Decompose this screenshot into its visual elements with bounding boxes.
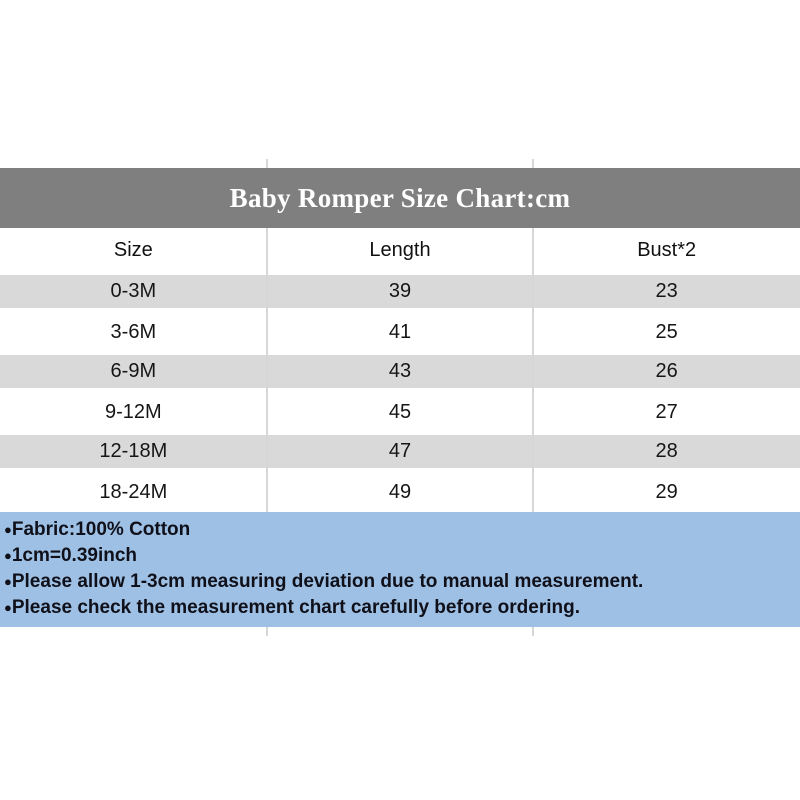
- column-header: Bust*2: [637, 238, 697, 261]
- table-cell: 0-3M: [110, 280, 157, 302]
- bullet-icon: ●: [4, 574, 12, 589]
- table-cell: 25: [655, 320, 678, 343]
- table-header-row: [0, 228, 800, 272]
- bullet-icon: ●: [4, 522, 12, 537]
- table-row: [0, 472, 800, 512]
- column-header: Length: [369, 238, 431, 261]
- table-body: [0, 272, 800, 512]
- table-cell: 27: [655, 400, 678, 423]
- table-cell: 26: [655, 360, 678, 382]
- note-text: Please check the measurement chart carefully before ordering.: [11, 597, 580, 618]
- chart-title: Baby Romper Size Chart:cm: [229, 182, 571, 213]
- bullet-icon: ●: [4, 548, 12, 563]
- note-item: [4, 543, 790, 569]
- note-item: [4, 517, 790, 543]
- note-item: [4, 569, 790, 595]
- table-row: [0, 432, 800, 472]
- table-row: [0, 312, 800, 352]
- table-cell: 23: [655, 280, 678, 302]
- column-header: Size: [113, 238, 153, 261]
- table-cell: 49: [388, 480, 412, 503]
- note-text: Please allow 1-3cm measuring deviation due to manual measurement.: [11, 571, 644, 592]
- table-cell: 45: [388, 400, 412, 423]
- table-cell: 43: [388, 360, 412, 382]
- table-cell: 47: [388, 440, 412, 462]
- table-cell: 41: [388, 320, 412, 343]
- table-row: [0, 272, 800, 312]
- note-text: Fabric:100% Cotton: [11, 519, 191, 540]
- size-chart: [0, 168, 800, 627]
- table-cell: 12-18M: [99, 440, 168, 462]
- chart-title-bar: [0, 168, 800, 228]
- table-cell: 9-12M: [104, 400, 162, 423]
- size-table: [0, 228, 800, 512]
- notes-panel: [0, 512, 800, 627]
- table-cell: 18-24M: [99, 480, 168, 503]
- table-row: [0, 392, 800, 432]
- table-cell: 29: [655, 480, 678, 503]
- table-cell: 39: [388, 280, 412, 302]
- table-cell: 28: [655, 440, 678, 462]
- bullet-icon: ●: [4, 600, 12, 615]
- table-cell: 6-9M: [110, 360, 157, 382]
- table-cell: 3-6M: [110, 320, 157, 343]
- table-row: [0, 352, 800, 392]
- note-text: 1cm=0.39inch: [11, 545, 138, 566]
- note-item: [4, 595, 790, 621]
